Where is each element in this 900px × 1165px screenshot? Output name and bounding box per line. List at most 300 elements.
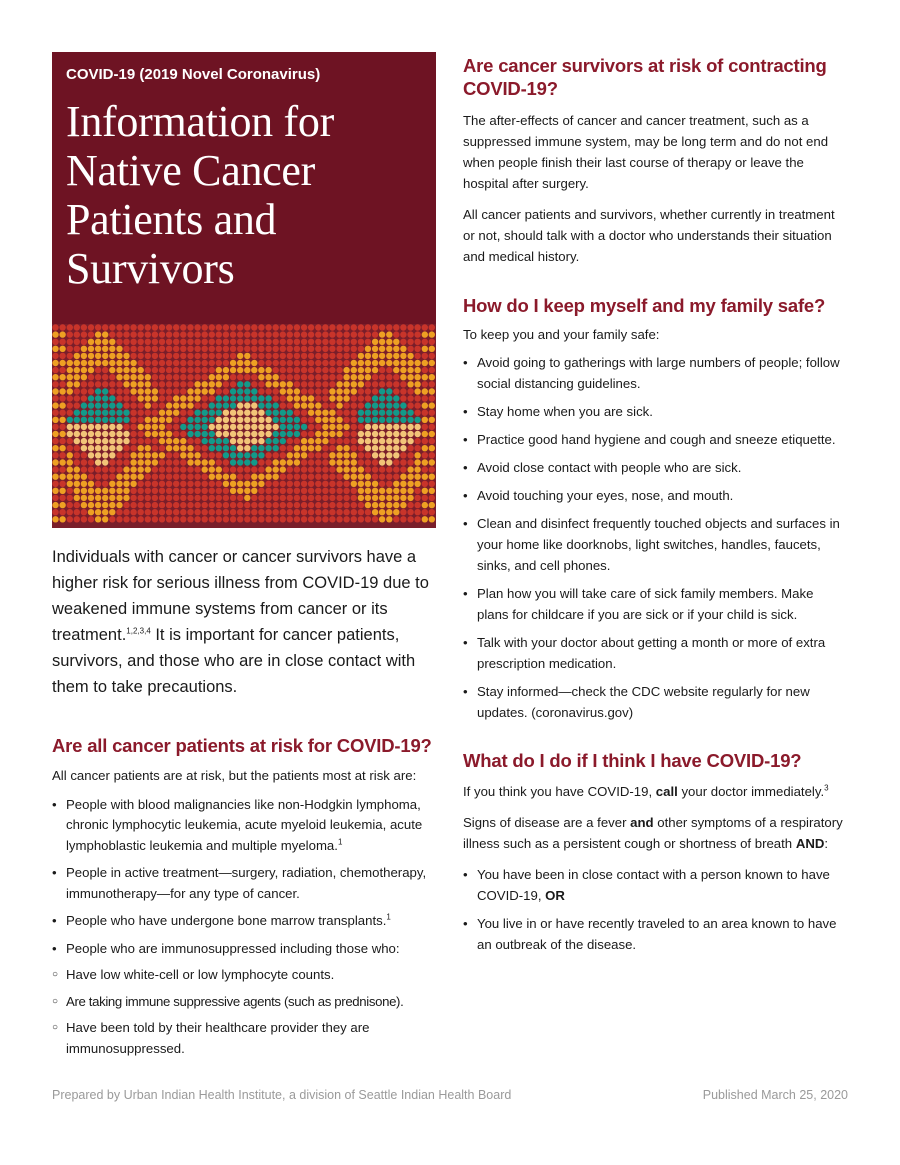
pattern-bead bbox=[251, 346, 257, 352]
pattern-bead bbox=[95, 474, 101, 480]
pattern-bead bbox=[187, 474, 193, 480]
pattern-bead bbox=[130, 367, 136, 373]
pattern-bead bbox=[237, 438, 243, 444]
pattern-bead bbox=[194, 488, 200, 494]
pattern-bead bbox=[372, 509, 378, 515]
pattern-bead bbox=[52, 438, 58, 444]
pattern-bead bbox=[393, 410, 399, 416]
pattern-bead bbox=[52, 424, 58, 430]
list-item bbox=[52, 911, 436, 932]
pattern-bead bbox=[386, 346, 392, 352]
pattern-bead bbox=[95, 410, 101, 416]
pattern-bead bbox=[138, 516, 144, 522]
pattern-bead bbox=[202, 417, 208, 423]
pattern-bead bbox=[358, 331, 364, 337]
pattern-bead bbox=[173, 395, 179, 401]
pattern-bead bbox=[52, 488, 58, 494]
pattern-bead bbox=[202, 324, 208, 330]
pattern-bead bbox=[102, 339, 108, 345]
pattern-bead bbox=[52, 346, 58, 352]
pattern-bead bbox=[67, 481, 73, 487]
pattern-bead bbox=[194, 516, 200, 522]
pattern-bead bbox=[202, 474, 208, 480]
pattern-bead bbox=[159, 438, 165, 444]
pattern-bead bbox=[59, 445, 65, 451]
pattern-bead bbox=[358, 381, 364, 387]
pattern-bead bbox=[308, 488, 314, 494]
pattern-bead bbox=[52, 481, 58, 487]
pattern-bead bbox=[358, 459, 364, 465]
pattern-bead bbox=[343, 466, 349, 472]
emphasis-text: call bbox=[655, 784, 678, 799]
pattern-bead bbox=[322, 367, 328, 373]
pattern-bead bbox=[116, 466, 122, 472]
pattern-bead bbox=[301, 331, 307, 337]
pattern-bead bbox=[116, 452, 122, 458]
pattern-bead bbox=[244, 388, 250, 394]
reference-marker: 3 bbox=[824, 783, 829, 793]
pattern-bead bbox=[273, 331, 279, 337]
pattern-bead bbox=[414, 402, 420, 408]
pattern-bead bbox=[123, 502, 129, 508]
pattern-bead bbox=[216, 388, 222, 394]
list-item: • Avoid touching your eyes, nose, and mouth. bbox=[463, 485, 848, 506]
pattern-bead bbox=[322, 474, 328, 480]
pattern-bead bbox=[209, 474, 215, 480]
pattern-bead bbox=[59, 495, 65, 501]
list-item-text: People who have undergone bone marrow transplants. bbox=[66, 913, 387, 928]
pattern-bead bbox=[258, 431, 264, 437]
pattern-bead bbox=[180, 331, 186, 337]
pattern-bead bbox=[393, 495, 399, 501]
pattern-bead bbox=[180, 509, 186, 515]
pattern-bead bbox=[237, 459, 243, 465]
pattern-bead bbox=[336, 452, 342, 458]
pattern-bead bbox=[422, 431, 428, 437]
pattern-bead bbox=[407, 388, 413, 394]
pattern-bead bbox=[230, 495, 236, 501]
think-text: If you think you have COVID-19, bbox=[463, 784, 656, 799]
pattern-bead bbox=[116, 445, 122, 451]
pattern-bead bbox=[59, 417, 65, 423]
pattern-bead bbox=[315, 331, 321, 337]
pattern-bead bbox=[372, 502, 378, 508]
pattern-bead bbox=[315, 466, 321, 472]
pattern-bead bbox=[372, 459, 378, 465]
pattern-bead bbox=[116, 381, 122, 387]
pattern-bead bbox=[216, 502, 222, 508]
pattern-bead bbox=[301, 324, 307, 330]
pattern-bead bbox=[173, 346, 179, 352]
pattern-bead bbox=[273, 509, 279, 515]
pattern-bead bbox=[123, 509, 129, 515]
pattern-bead bbox=[400, 495, 406, 501]
pattern-bead bbox=[81, 445, 87, 451]
pattern-bead bbox=[202, 431, 208, 437]
pattern-bead bbox=[81, 360, 87, 366]
pattern-bead bbox=[379, 516, 385, 522]
pattern-bead bbox=[152, 459, 158, 465]
pattern-bead bbox=[400, 381, 406, 387]
pattern-bead bbox=[280, 481, 286, 487]
pattern-bead bbox=[223, 402, 229, 408]
pattern-bead bbox=[265, 452, 271, 458]
pattern-bead bbox=[88, 410, 94, 416]
pattern-bead bbox=[95, 331, 101, 337]
pattern-bead bbox=[343, 353, 349, 359]
pattern-bead bbox=[365, 346, 371, 352]
pattern-bead bbox=[102, 388, 108, 394]
pattern-bead bbox=[422, 509, 428, 515]
pattern-bead bbox=[429, 417, 435, 423]
pattern-bead bbox=[95, 395, 101, 401]
pattern-bead bbox=[166, 516, 172, 522]
pattern-bead bbox=[365, 402, 371, 408]
pattern-bead bbox=[372, 431, 378, 437]
pattern-bead bbox=[280, 324, 286, 330]
pattern-bead bbox=[251, 360, 257, 366]
pattern-bead bbox=[173, 331, 179, 337]
pattern-bead bbox=[194, 331, 200, 337]
pattern-bead bbox=[351, 410, 357, 416]
pattern-bead bbox=[223, 381, 229, 387]
pattern-bead bbox=[230, 410, 236, 416]
pattern-bead bbox=[365, 360, 371, 366]
pattern-bead bbox=[273, 452, 279, 458]
pattern-bead bbox=[244, 488, 250, 494]
pattern-bead bbox=[407, 431, 413, 437]
pattern-bead bbox=[393, 516, 399, 522]
pattern-bead bbox=[280, 509, 286, 515]
pattern-bead bbox=[358, 431, 364, 437]
pattern-bead bbox=[173, 360, 179, 366]
pattern-bead bbox=[237, 331, 243, 337]
pattern-bead bbox=[145, 495, 151, 501]
pattern-bead bbox=[400, 481, 406, 487]
pattern-bead bbox=[173, 374, 179, 380]
pattern-bead bbox=[429, 402, 435, 408]
pattern-bead bbox=[351, 488, 357, 494]
pattern-bead bbox=[372, 438, 378, 444]
pattern-bead bbox=[301, 381, 307, 387]
pattern-bead bbox=[138, 495, 144, 501]
pattern-bead bbox=[393, 367, 399, 373]
pattern-bead bbox=[429, 367, 435, 373]
pattern-bead bbox=[258, 367, 264, 373]
pattern-bead bbox=[159, 445, 165, 451]
pattern-bead bbox=[358, 502, 364, 508]
pattern-bead bbox=[81, 516, 87, 522]
pattern-bead bbox=[67, 452, 73, 458]
pattern-bead bbox=[386, 324, 392, 330]
pattern-bead bbox=[81, 502, 87, 508]
pattern-bead bbox=[59, 481, 65, 487]
pattern-bead bbox=[315, 388, 321, 394]
pattern-bead bbox=[343, 452, 349, 458]
pattern-bead bbox=[52, 381, 58, 387]
pattern-bead bbox=[216, 346, 222, 352]
pattern-bead bbox=[237, 402, 243, 408]
pattern-bead bbox=[280, 459, 286, 465]
pattern-bead bbox=[180, 402, 186, 408]
pattern-bead bbox=[180, 374, 186, 380]
pattern-bead bbox=[422, 502, 428, 508]
pattern-bead bbox=[159, 374, 165, 380]
pattern-bead bbox=[379, 459, 385, 465]
pattern-bead bbox=[358, 424, 364, 430]
pattern-bead bbox=[74, 424, 80, 430]
pattern-bead bbox=[109, 431, 115, 437]
pattern-bead bbox=[429, 516, 435, 522]
pattern-bead bbox=[52, 459, 58, 465]
pattern-bead bbox=[138, 360, 144, 366]
pattern-bead bbox=[187, 466, 193, 472]
pattern-bead bbox=[280, 360, 286, 366]
pattern-bead bbox=[429, 431, 435, 437]
list-item: • Stay informed—check the CDC website regularly for new updates. (coronavirus.gov) bbox=[463, 681, 848, 723]
pattern-bead bbox=[351, 459, 357, 465]
pattern-bead bbox=[273, 438, 279, 444]
pattern-bead bbox=[59, 452, 65, 458]
pattern-bead bbox=[209, 488, 215, 494]
pattern-bead bbox=[294, 466, 300, 472]
pattern-bead bbox=[386, 474, 392, 480]
pattern-bead bbox=[209, 331, 215, 337]
pattern-bead bbox=[315, 346, 321, 352]
pattern-bead bbox=[130, 410, 136, 416]
pattern-bead bbox=[358, 445, 364, 451]
pattern-bead bbox=[109, 424, 115, 430]
pattern-bead bbox=[429, 395, 435, 401]
pattern-bead bbox=[365, 324, 371, 330]
list-item: • Avoid close contact with people who are sick. bbox=[463, 457, 848, 478]
pattern-bead bbox=[52, 410, 58, 416]
pattern-bead bbox=[251, 339, 257, 345]
pattern-bead bbox=[59, 516, 65, 522]
pattern-bead bbox=[216, 402, 222, 408]
pattern-bead bbox=[187, 502, 193, 508]
pattern-bead bbox=[372, 495, 378, 501]
pattern-bead bbox=[422, 459, 428, 465]
pattern-bead bbox=[379, 495, 385, 501]
pattern-bead bbox=[400, 388, 406, 394]
pattern-bead bbox=[343, 502, 349, 508]
pattern-bead bbox=[294, 331, 300, 337]
pattern-bead bbox=[223, 324, 229, 330]
pattern-bead bbox=[237, 374, 243, 380]
pattern-bead bbox=[287, 395, 293, 401]
pattern-bead bbox=[301, 502, 307, 508]
pattern-bead bbox=[308, 367, 314, 373]
pattern-bead bbox=[152, 516, 158, 522]
pattern-bead bbox=[67, 424, 73, 430]
pattern-bead bbox=[244, 402, 250, 408]
pattern-bead bbox=[59, 374, 65, 380]
pattern-bead bbox=[322, 438, 328, 444]
pattern-bead bbox=[265, 388, 271, 394]
pattern-bead bbox=[365, 452, 371, 458]
pattern-bead bbox=[202, 424, 208, 430]
pattern-bead bbox=[216, 360, 222, 366]
pattern-bead bbox=[379, 474, 385, 480]
pattern-bead bbox=[166, 466, 172, 472]
pattern-bead bbox=[145, 331, 151, 337]
pattern-bead bbox=[130, 381, 136, 387]
sub-list-item: ○ Have been told by their healthcare provider they are immunosuppressed. bbox=[52, 1018, 436, 1059]
pattern-bead bbox=[429, 424, 435, 430]
pattern-bead bbox=[166, 417, 172, 423]
list-item bbox=[52, 795, 436, 857]
pattern-bead bbox=[230, 459, 236, 465]
pattern-bead bbox=[407, 488, 413, 494]
pattern-bead bbox=[379, 466, 385, 472]
pattern-bead bbox=[429, 353, 435, 359]
pattern-bead bbox=[145, 424, 151, 430]
pattern-bead bbox=[393, 395, 399, 401]
pattern-bead bbox=[152, 367, 158, 373]
pattern-bead bbox=[400, 353, 406, 359]
pattern-bead bbox=[386, 410, 392, 416]
pattern-bead bbox=[180, 466, 186, 472]
pattern-bead bbox=[88, 331, 94, 337]
pattern-bead bbox=[287, 410, 293, 416]
pattern-bead bbox=[74, 331, 80, 337]
pattern-bead bbox=[194, 353, 200, 359]
pattern-bead bbox=[280, 516, 286, 522]
pattern-bead bbox=[67, 495, 73, 501]
pattern-bead bbox=[308, 410, 314, 416]
pattern-bead bbox=[159, 353, 165, 359]
pattern-bead bbox=[187, 452, 193, 458]
pattern-bead bbox=[81, 452, 87, 458]
pattern-bead bbox=[414, 474, 420, 480]
pattern-bead bbox=[67, 502, 73, 508]
pattern-bead bbox=[308, 481, 314, 487]
pattern-bead bbox=[414, 417, 420, 423]
pattern-bead bbox=[180, 488, 186, 494]
pattern-bead bbox=[294, 495, 300, 501]
pattern-bead bbox=[102, 331, 108, 337]
pattern-bead bbox=[265, 410, 271, 416]
pattern-bead bbox=[251, 395, 257, 401]
pattern-bead bbox=[280, 474, 286, 480]
pattern-bead bbox=[194, 374, 200, 380]
pattern-bead bbox=[273, 466, 279, 472]
sub-list-item: ○ Have low white-cell or low lymphocyte counts. bbox=[52, 965, 436, 986]
pattern-bead bbox=[88, 360, 94, 366]
pattern-bead bbox=[102, 445, 108, 451]
pattern-bead bbox=[95, 417, 101, 423]
pattern-bead bbox=[116, 459, 122, 465]
pattern-bead bbox=[351, 438, 357, 444]
pattern-bead bbox=[322, 374, 328, 380]
pattern-bead bbox=[258, 488, 264, 494]
pattern-bead bbox=[52, 466, 58, 472]
pattern-bead bbox=[81, 374, 87, 380]
pattern-bead bbox=[209, 459, 215, 465]
pattern-bead bbox=[145, 360, 151, 366]
pattern-bead bbox=[251, 431, 257, 437]
pattern-bead bbox=[315, 381, 321, 387]
pattern-bead bbox=[123, 459, 129, 465]
pattern-bead bbox=[59, 331, 65, 337]
pattern-bead bbox=[322, 324, 328, 330]
pattern-bead bbox=[258, 324, 264, 330]
pattern-bead bbox=[123, 367, 129, 373]
pattern-bead bbox=[67, 417, 73, 423]
pattern-bead bbox=[173, 417, 179, 423]
pattern-bead bbox=[358, 360, 364, 366]
pattern-bead bbox=[223, 509, 229, 515]
pattern-bead bbox=[152, 360, 158, 366]
pattern-bead bbox=[138, 374, 144, 380]
pattern-bead bbox=[407, 509, 413, 515]
pattern-bead bbox=[407, 474, 413, 480]
pattern-bead bbox=[273, 353, 279, 359]
pattern-bead bbox=[429, 346, 435, 352]
pattern-bead bbox=[123, 431, 129, 437]
pattern-bead bbox=[194, 502, 200, 508]
pattern-bead bbox=[407, 417, 413, 423]
pattern-bead bbox=[237, 431, 243, 437]
pattern-bead bbox=[393, 402, 399, 408]
pattern-bead bbox=[336, 346, 342, 352]
pattern-bead bbox=[223, 367, 229, 373]
pattern-bead bbox=[173, 481, 179, 487]
pattern-bead bbox=[301, 431, 307, 437]
pattern-bead bbox=[393, 417, 399, 423]
pattern-bead bbox=[95, 374, 101, 380]
pattern-bead bbox=[308, 360, 314, 366]
pattern-bead bbox=[159, 410, 165, 416]
pattern-bead bbox=[138, 402, 144, 408]
pattern-bead bbox=[386, 360, 392, 366]
pattern-bead bbox=[393, 353, 399, 359]
pattern-bead bbox=[74, 388, 80, 394]
pattern-bead bbox=[407, 353, 413, 359]
pattern-bead bbox=[294, 502, 300, 508]
pattern-bead bbox=[109, 481, 115, 487]
pattern-bead bbox=[379, 410, 385, 416]
pattern-bead bbox=[187, 395, 193, 401]
title-line: Patients and bbox=[66, 195, 277, 244]
pattern-bead bbox=[216, 459, 222, 465]
pattern-bead bbox=[237, 346, 243, 352]
pattern-bead bbox=[202, 452, 208, 458]
pattern-bead bbox=[130, 324, 136, 330]
pattern-bead bbox=[407, 381, 413, 387]
pattern-bead bbox=[280, 466, 286, 472]
pattern-bead bbox=[67, 346, 73, 352]
pattern-bead bbox=[166, 353, 172, 359]
pattern-bead bbox=[429, 331, 435, 337]
pattern-bead bbox=[351, 346, 357, 352]
pattern-bead bbox=[379, 402, 385, 408]
pattern-bead bbox=[329, 388, 335, 394]
pattern-bead bbox=[180, 431, 186, 437]
pattern-bead bbox=[273, 459, 279, 465]
pattern-bead bbox=[74, 374, 80, 380]
pattern-bead bbox=[343, 488, 349, 494]
pattern-bead bbox=[159, 509, 165, 515]
pattern-bead bbox=[351, 353, 357, 359]
pattern-bead bbox=[59, 502, 65, 508]
pattern-bead bbox=[130, 502, 136, 508]
pattern-bead bbox=[116, 438, 122, 444]
pattern-bead bbox=[386, 445, 392, 451]
signs-text: Signs of disease are a fever bbox=[463, 815, 631, 830]
pattern-bead bbox=[59, 424, 65, 430]
